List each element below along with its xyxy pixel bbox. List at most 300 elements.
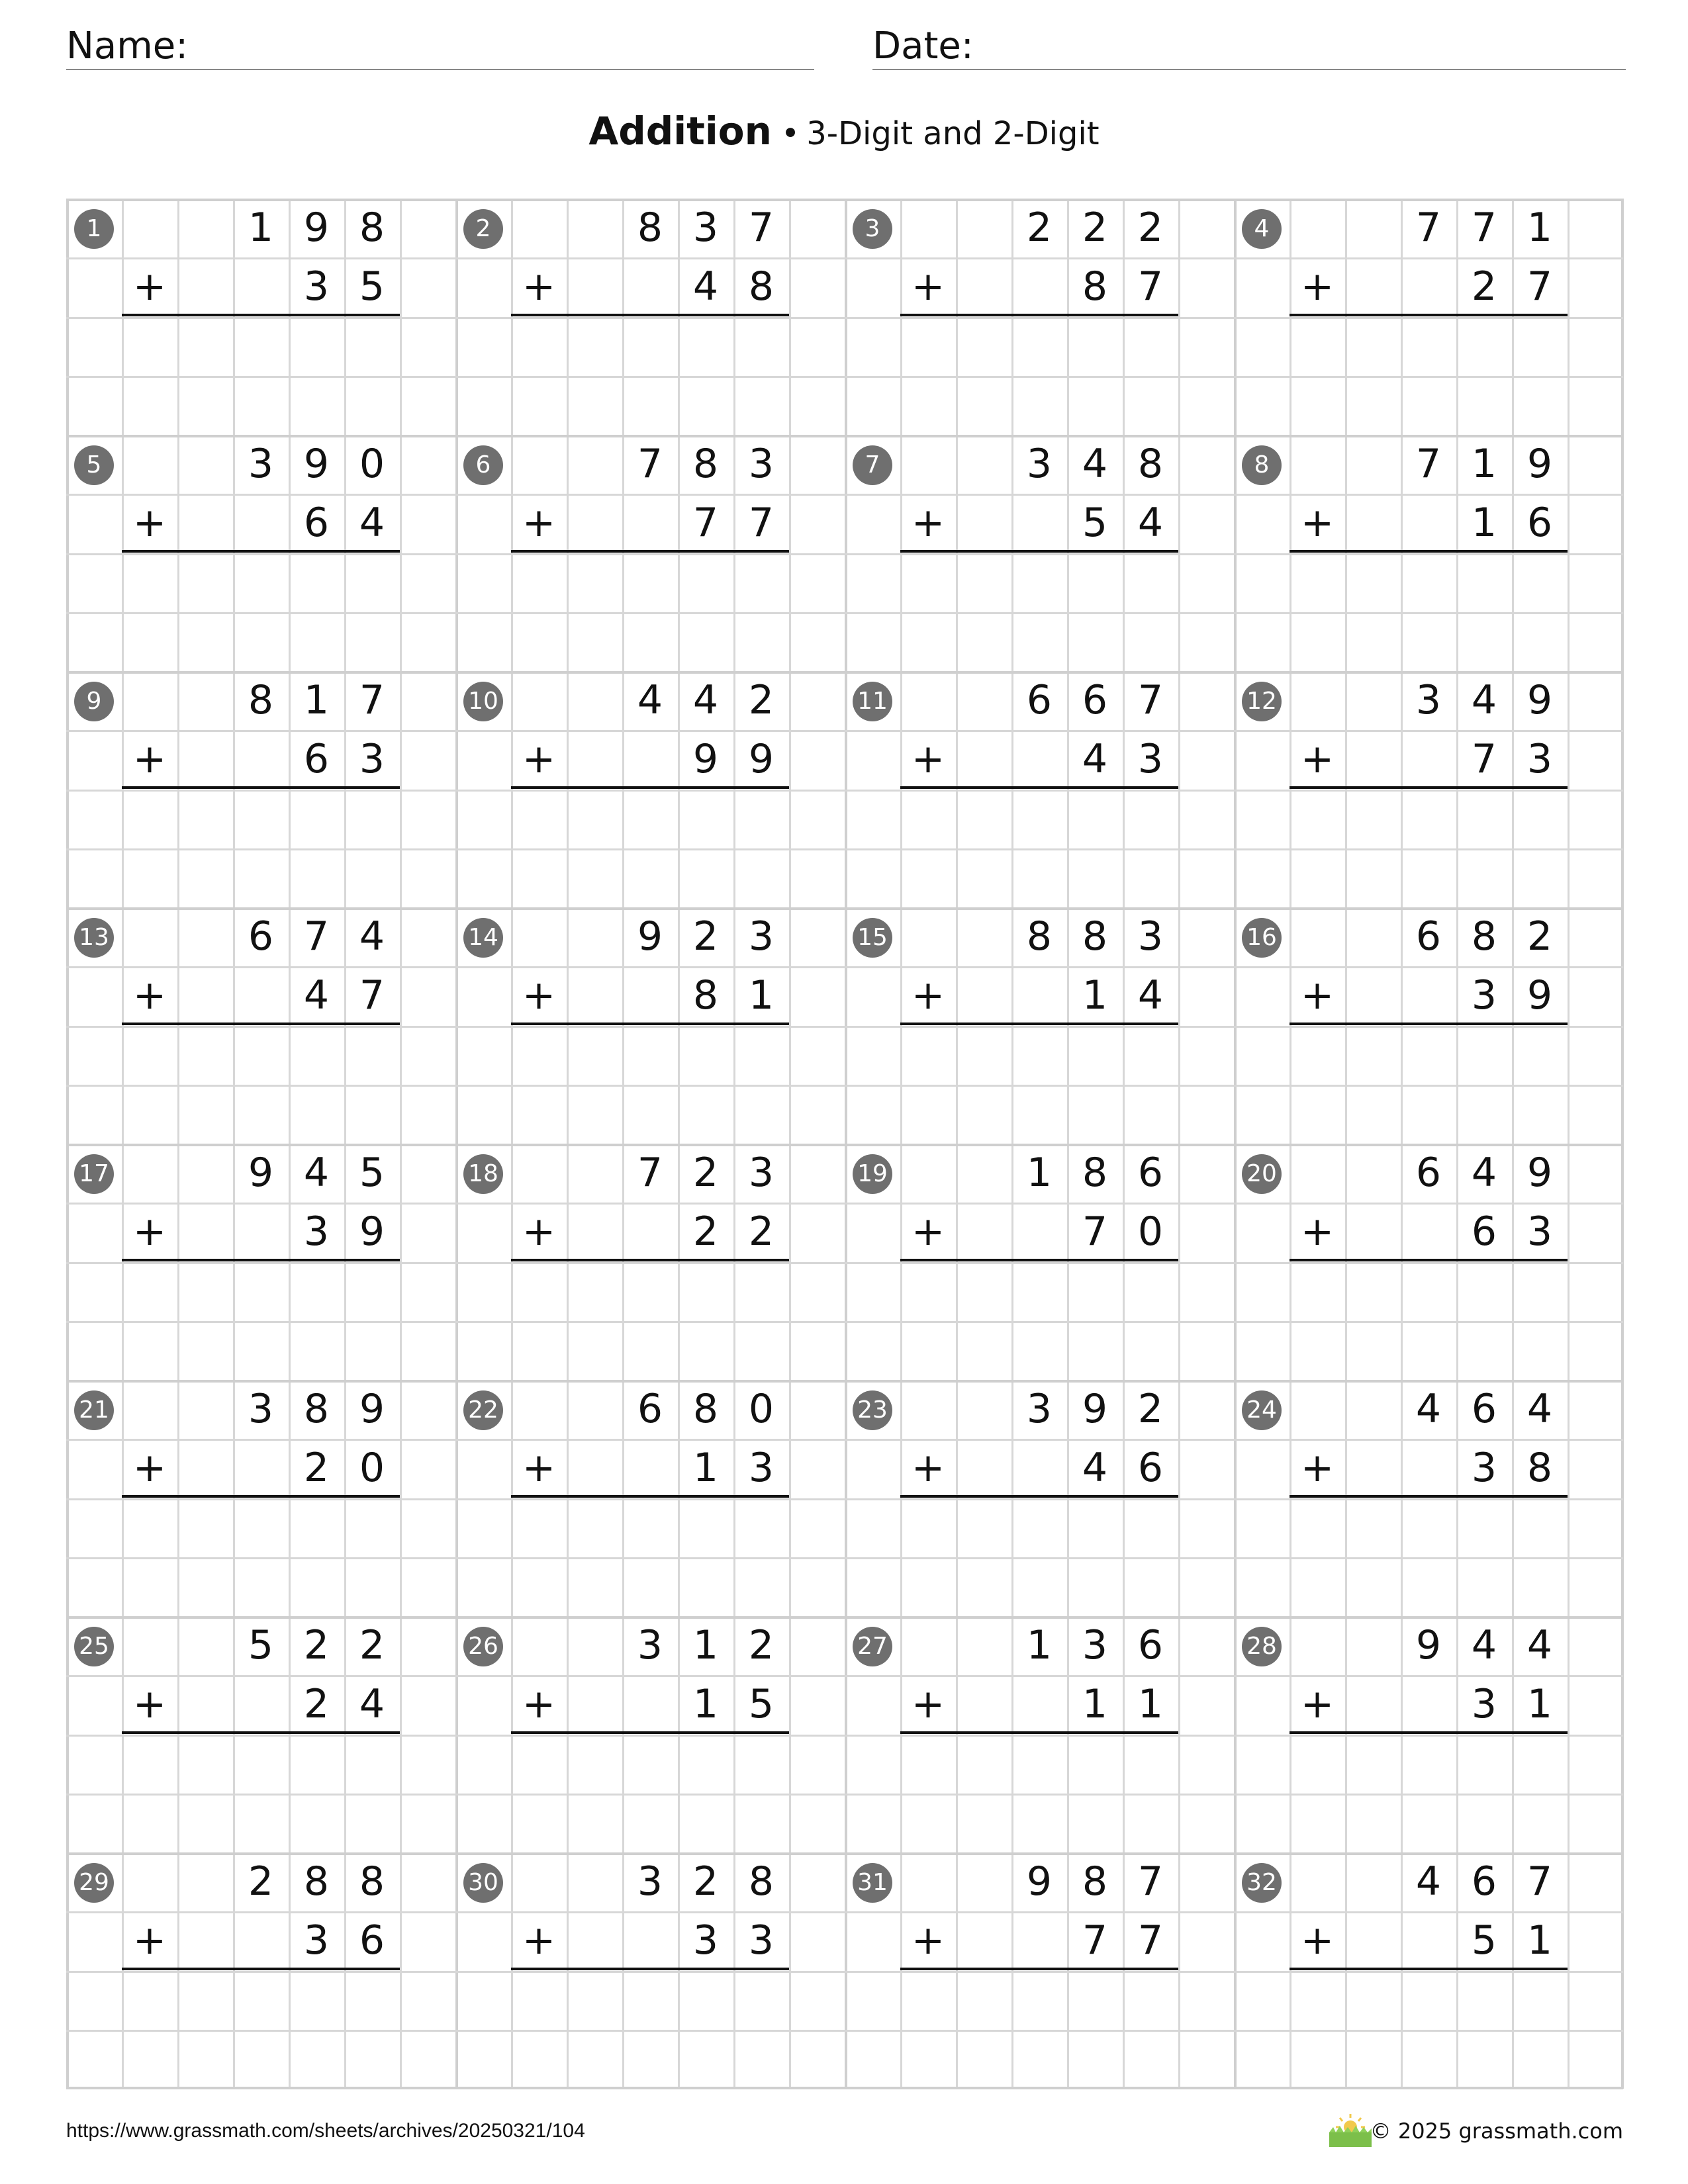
addend-top-digit: 5 <box>359 1150 385 1196</box>
answer-line <box>1289 1495 1568 1498</box>
addend-bottom-digit: 5 <box>748 1681 774 1728</box>
problem-number-badge: 19 <box>853 1154 892 1194</box>
addend-bottom-digit: 4 <box>1082 736 1108 783</box>
answer-line <box>900 1259 1178 1261</box>
addend-top-digit: 7 <box>1526 1858 1553 1905</box>
addend-top-digit: 7 <box>1137 677 1164 723</box>
problem-number-badge: 8 <box>1242 445 1282 485</box>
plus-sign: + <box>1300 1208 1335 1255</box>
addend-top-digit: 9 <box>248 1150 274 1196</box>
problem-14 <box>455 907 845 1144</box>
addend-top-digit: 8 <box>359 205 385 251</box>
problem-number-badge: 17 <box>74 1154 114 1194</box>
addend-bottom-digit: 4 <box>692 263 719 310</box>
addend-bottom-digit: 3 <box>748 1445 774 1492</box>
addend-top-digit: 8 <box>303 1858 330 1905</box>
plus-sign: + <box>522 500 556 546</box>
addend-bottom-digit: 3 <box>303 1208 330 1255</box>
addend-top-digit: 3 <box>248 1386 274 1432</box>
problem-27 <box>845 1616 1234 1852</box>
problem-number-badge: 27 <box>853 1627 892 1666</box>
addend-top-digit: 9 <box>303 441 330 487</box>
plus-sign: + <box>1300 736 1335 782</box>
addend-top-digit: 8 <box>248 677 274 723</box>
addend-top-digit: 2 <box>1137 205 1164 251</box>
plus-sign: + <box>522 972 556 1019</box>
addend-bottom-digit: 4 <box>303 972 330 1019</box>
problem-number-badge: 1 <box>74 209 114 249</box>
problem-number-badge: 22 <box>463 1390 503 1430</box>
addend-top-digit: 7 <box>637 441 663 487</box>
answer-line <box>511 1495 789 1498</box>
addend-top-digit: 2 <box>692 1858 719 1905</box>
title-separator: • <box>780 115 800 152</box>
addend-bottom-digit: 1 <box>692 1681 719 1728</box>
addend-top-digit: 4 <box>1471 677 1497 723</box>
plus-sign: + <box>911 1917 945 1964</box>
plus-sign: + <box>132 1208 167 1255</box>
answer-line <box>900 1023 1178 1025</box>
addend-bottom-digit: 3 <box>1526 736 1553 783</box>
addend-bottom-digit: 1 <box>1137 1681 1164 1728</box>
addend-top-digit: 6 <box>1415 1150 1442 1196</box>
addend-top-digit: 9 <box>303 205 330 251</box>
problem-13 <box>66 907 455 1144</box>
addend-top-digit: 6 <box>1026 677 1053 723</box>
problem-number-badge: 14 <box>463 918 503 958</box>
addend-bottom-digit: 1 <box>1471 500 1497 547</box>
addend-bottom-digit: 9 <box>1526 972 1553 1019</box>
addend-bottom-digit: 1 <box>748 972 774 1019</box>
addend-top-digit: 8 <box>1471 913 1497 960</box>
addend-bottom-digit: 7 <box>359 972 385 1019</box>
addend-bottom-digit: 7 <box>1082 1917 1108 1964</box>
addend-bottom-digit: 8 <box>748 263 774 310</box>
plus-sign: + <box>132 263 167 310</box>
problem-number-badge: 32 <box>1242 1863 1282 1903</box>
answer-line <box>1289 314 1568 316</box>
addend-top-digit: 3 <box>1082 1622 1108 1668</box>
answer-line <box>1289 1731 1568 1734</box>
addend-top-digit: 3 <box>748 441 774 487</box>
addend-top-digit: 8 <box>1137 441 1164 487</box>
addend-top-digit: 3 <box>1026 441 1053 487</box>
addend-top-digit: 4 <box>359 913 385 960</box>
addend-bottom-digit: 3 <box>303 263 330 310</box>
addend-bottom-digit: 1 <box>1082 972 1108 1019</box>
problem-number-badge: 13 <box>74 918 114 958</box>
addend-bottom-digit: 6 <box>303 500 330 547</box>
worksheet-title <box>0 105 1688 160</box>
answer-line <box>122 1731 400 1734</box>
addend-bottom-digit: 4 <box>1137 500 1164 547</box>
addend-top-digit: 4 <box>637 677 663 723</box>
answer-line <box>900 786 1178 789</box>
plus-sign: + <box>132 1917 167 1964</box>
answer-line <box>122 1023 400 1025</box>
problem-number-badge: 18 <box>463 1154 503 1194</box>
addend-bottom-digit: 5 <box>359 263 385 310</box>
footer-copyright: © 2025 grassmath.com <box>1370 2118 1623 2144</box>
problem-number-badge: 9 <box>74 682 114 721</box>
problem-25 <box>66 1616 455 1852</box>
addend-top-digit: 7 <box>359 677 385 723</box>
problem-number-badge: 3 <box>853 209 892 249</box>
problem-8 <box>1234 435 1623 671</box>
problem-21 <box>66 1380 455 1616</box>
problem-number-badge: 4 <box>1242 209 1282 249</box>
addend-top-digit: 2 <box>692 1150 719 1196</box>
problem-number-badge: 16 <box>1242 918 1282 958</box>
answer-line <box>122 314 400 316</box>
addend-top-digit: 3 <box>637 1622 663 1668</box>
answer-line <box>511 1731 789 1734</box>
problem-number-badge: 10 <box>463 682 503 721</box>
addend-top-digit: 8 <box>1082 1150 1108 1196</box>
plus-sign: + <box>522 1445 556 1491</box>
problem-6 <box>455 435 845 671</box>
problem-23 <box>845 1380 1234 1616</box>
plus-sign: + <box>911 972 945 1019</box>
addend-bottom-digit: 3 <box>359 736 385 783</box>
problem-4 <box>1234 199 1623 435</box>
problem-number-badge: 25 <box>74 1627 114 1666</box>
plus-sign: + <box>132 500 167 546</box>
addend-bottom-digit: 6 <box>1526 500 1553 547</box>
addend-bottom-digit: 0 <box>359 1445 385 1492</box>
plus-sign: + <box>132 736 167 782</box>
plus-sign: + <box>911 736 945 782</box>
answer-line <box>511 1968 789 1970</box>
addend-bottom-digit: 2 <box>303 1681 330 1728</box>
answer-line <box>1289 786 1568 789</box>
plus-sign: + <box>1300 1445 1335 1491</box>
addend-top-digit: 9 <box>1082 1386 1108 1432</box>
addend-bottom-digit: 7 <box>1082 1208 1108 1255</box>
addend-top-digit: 6 <box>1415 913 1442 960</box>
addend-bottom-digit: 7 <box>1137 263 1164 310</box>
addend-bottom-digit: 7 <box>748 500 774 547</box>
problem-30 <box>455 1852 845 2089</box>
addend-top-digit: 9 <box>1415 1622 1442 1668</box>
addend-top-digit: 3 <box>248 441 274 487</box>
problem-number-badge: 15 <box>853 918 892 958</box>
plus-sign: + <box>911 1208 945 1255</box>
addend-top-digit: 4 <box>1471 1150 1497 1196</box>
addend-bottom-digit: 8 <box>1526 1445 1553 1492</box>
addend-top-digit: 8 <box>1082 1858 1108 1905</box>
problem-number-badge: 29 <box>74 1863 114 1903</box>
addend-top-digit: 3 <box>1137 913 1164 960</box>
addend-top-digit: 7 <box>303 913 330 960</box>
problem-number-badge: 30 <box>463 1863 503 1903</box>
addend-top-digit: 4 <box>1415 1386 1442 1432</box>
problem-number-badge: 24 <box>1242 1390 1282 1430</box>
addend-bottom-digit: 2 <box>692 1208 719 1255</box>
addend-top-digit: 7 <box>1471 205 1497 251</box>
addend-top-digit: 4 <box>1471 1622 1497 1668</box>
addend-top-digit: 8 <box>1026 913 1053 960</box>
addend-top-digit: 4 <box>1526 1622 1553 1668</box>
problem-22 <box>455 1380 845 1616</box>
addend-top-digit: 2 <box>303 1622 330 1668</box>
answer-line <box>900 550 1178 553</box>
addend-top-digit: 8 <box>692 1386 719 1432</box>
addend-bottom-digit: 1 <box>1082 1681 1108 1728</box>
addend-bottom-digit: 5 <box>1082 500 1108 547</box>
addend-top-digit: 1 <box>1471 441 1497 487</box>
problem-5 <box>66 435 455 671</box>
addend-top-digit: 7 <box>637 1150 663 1196</box>
title-subtitle: 3-Digit and 2-Digit <box>806 115 1100 152</box>
problem-26 <box>455 1616 845 1852</box>
footer-url: https://www.grassmath.com/sheets/archives/20250321/104 <box>66 2120 585 2142</box>
answer-line <box>511 1259 789 1261</box>
addend-top-digit: 6 <box>637 1386 663 1432</box>
addend-bottom-digit: 3 <box>1471 972 1497 1019</box>
addend-top-digit: 5 <box>248 1622 274 1668</box>
plus-sign: + <box>1300 263 1335 310</box>
problem-18 <box>455 1144 845 1380</box>
addend-bottom-digit: 3 <box>303 1917 330 1964</box>
addend-bottom-digit: 4 <box>1082 1445 1108 1492</box>
problem-number-badge: 28 <box>1242 1627 1282 1666</box>
name-field[interactable] <box>66 24 814 70</box>
date-label: Date: <box>872 24 974 68</box>
addend-bottom-digit: 9 <box>359 1208 385 1255</box>
problem-11 <box>845 671 1234 907</box>
addend-top-digit: 8 <box>637 205 663 251</box>
addend-bottom-digit: 7 <box>1137 1917 1164 1964</box>
problem-number-badge: 26 <box>463 1627 503 1666</box>
plus-sign: + <box>132 1445 167 1491</box>
problem-number-badge: 11 <box>853 682 892 721</box>
addend-bottom-digit: 9 <box>692 736 719 783</box>
addend-bottom-digit: 1 <box>1526 1917 1553 1964</box>
addend-top-digit: 4 <box>1415 1858 1442 1905</box>
problem-3 <box>845 199 1234 435</box>
answer-line <box>511 1023 789 1025</box>
answer-line <box>511 786 789 789</box>
addend-top-digit: 9 <box>1026 1858 1053 1905</box>
addend-top-digit: 4 <box>1526 1386 1553 1432</box>
problem-number-badge: 2 <box>463 209 503 249</box>
addend-bottom-digit: 7 <box>1471 736 1497 783</box>
answer-line <box>511 550 789 553</box>
answer-line <box>900 1731 1178 1734</box>
addend-top-digit: 8 <box>359 1858 385 1905</box>
addend-top-digit: 2 <box>748 1622 774 1668</box>
addend-bottom-digit: 6 <box>1137 1445 1164 1492</box>
addend-bottom-digit: 0 <box>1137 1208 1164 1255</box>
answer-line <box>900 314 1178 316</box>
addend-top-digit: 6 <box>1471 1386 1497 1432</box>
answer-line <box>1289 1259 1568 1261</box>
addend-top-digit: 9 <box>1526 441 1553 487</box>
answer-line <box>900 1968 1178 1970</box>
addend-top-digit: 1 <box>1526 205 1553 251</box>
addend-top-digit: 2 <box>748 677 774 723</box>
addend-bottom-digit: 3 <box>1137 736 1164 783</box>
answer-line <box>122 550 400 553</box>
addend-bottom-digit: 1 <box>692 1445 719 1492</box>
problem-number-badge: 20 <box>1242 1154 1282 1194</box>
date-field[interactable] <box>872 24 1626 70</box>
grass-sun-logo-icon <box>1327 2111 1374 2148</box>
answer-line <box>122 786 400 789</box>
addend-bottom-digit: 4 <box>359 500 385 547</box>
addend-bottom-digit: 4 <box>359 1681 385 1728</box>
answer-line <box>511 314 789 316</box>
plus-sign: + <box>1300 972 1335 1019</box>
problem-2 <box>455 199 845 435</box>
addend-top-digit: 0 <box>359 441 385 487</box>
addend-top-digit: 2 <box>1082 205 1108 251</box>
addend-top-digit: 8 <box>1082 913 1108 960</box>
addend-bottom-digit: 2 <box>1471 263 1497 310</box>
plus-sign: + <box>911 1445 945 1491</box>
addend-bottom-digit: 2 <box>748 1208 774 1255</box>
addend-top-digit: 1 <box>1026 1150 1053 1196</box>
plus-sign: + <box>522 1917 556 1964</box>
addend-top-digit: 2 <box>692 913 719 960</box>
answer-line <box>122 1259 400 1261</box>
problem-number-badge: 31 <box>853 1863 892 1903</box>
plus-sign: + <box>132 972 167 1019</box>
answer-line <box>900 1495 1178 1498</box>
addend-bottom-digit: 6 <box>359 1917 385 1964</box>
problem-20 <box>1234 1144 1623 1380</box>
addend-bottom-digit: 6 <box>1471 1208 1497 1255</box>
addend-bottom-digit: 6 <box>303 736 330 783</box>
addend-top-digit: 2 <box>1137 1386 1164 1432</box>
addend-top-digit: 8 <box>303 1386 330 1432</box>
addend-top-digit: 2 <box>248 1858 274 1905</box>
answer-line <box>122 1495 400 1498</box>
addend-bottom-digit: 3 <box>1526 1208 1553 1255</box>
plus-sign: + <box>911 263 945 310</box>
addend-bottom-digit: 7 <box>1526 263 1553 310</box>
plus-sign: + <box>1300 1681 1335 1727</box>
addend-top-digit: 1 <box>303 677 330 723</box>
addend-top-digit: 6 <box>1471 1858 1497 1905</box>
addend-top-digit: 9 <box>359 1386 385 1432</box>
addend-bottom-digit: 1 <box>1526 1681 1553 1728</box>
plus-sign: + <box>1300 500 1335 546</box>
addend-bottom-digit: 3 <box>1471 1445 1497 1492</box>
plus-sign: + <box>1300 1917 1335 1964</box>
addend-top-digit: 8 <box>692 441 719 487</box>
addend-top-digit: 2 <box>1026 205 1053 251</box>
addend-top-digit: 1 <box>1026 1622 1053 1668</box>
plus-sign: + <box>132 1681 167 1727</box>
addend-bottom-digit: 4 <box>1137 972 1164 1019</box>
addend-top-digit: 4 <box>692 677 719 723</box>
problem-grid <box>66 199 1623 2089</box>
addend-bottom-digit: 8 <box>1082 263 1108 310</box>
addend-bottom-digit: 3 <box>1471 1681 1497 1728</box>
addend-top-digit: 3 <box>1415 677 1442 723</box>
addend-top-digit: 3 <box>748 1150 774 1196</box>
plus-sign: + <box>522 1681 556 1727</box>
problem-1 <box>66 199 455 435</box>
problem-28 <box>1234 1616 1623 1852</box>
problem-number-badge: 12 <box>1242 682 1282 721</box>
addend-top-digit: 7 <box>1415 441 1442 487</box>
problem-32 <box>1234 1852 1623 2089</box>
answer-line <box>122 1968 400 1970</box>
addend-top-digit: 8 <box>748 1858 774 1905</box>
addend-top-digit: 3 <box>748 913 774 960</box>
addend-bottom-digit: 7 <box>692 500 719 547</box>
answer-line <box>1289 550 1568 553</box>
problem-number-badge: 21 <box>74 1390 114 1430</box>
plus-sign: + <box>911 1681 945 1727</box>
addend-bottom-digit: 8 <box>692 972 719 1019</box>
addend-top-digit: 6 <box>1137 1622 1164 1668</box>
name-label: Name: <box>66 24 189 68</box>
addend-top-digit: 2 <box>359 1622 385 1668</box>
answer-line <box>1289 1968 1568 1970</box>
problem-10 <box>455 671 845 907</box>
problem-7 <box>845 435 1234 671</box>
addend-bottom-digit: 5 <box>1471 1917 1497 1964</box>
plus-sign: + <box>522 263 556 310</box>
addend-top-digit: 0 <box>748 1386 774 1432</box>
addend-top-digit: 3 <box>1026 1386 1053 1432</box>
addend-bottom-digit: 3 <box>692 1917 719 1964</box>
addend-top-digit: 1 <box>248 205 274 251</box>
addend-top-digit: 7 <box>748 205 774 251</box>
addend-top-digit: 6 <box>248 913 274 960</box>
problem-16 <box>1234 907 1623 1144</box>
problem-24 <box>1234 1380 1623 1616</box>
addend-top-digit: 7 <box>1137 1858 1164 1905</box>
problem-17 <box>66 1144 455 1380</box>
plus-sign: + <box>911 500 945 546</box>
addend-bottom-digit: 3 <box>748 1917 774 1964</box>
addend-top-digit: 3 <box>692 205 719 251</box>
problem-19 <box>845 1144 1234 1380</box>
addend-top-digit: 4 <box>1082 441 1108 487</box>
addend-top-digit: 1 <box>692 1622 719 1668</box>
problem-9 <box>66 671 455 907</box>
addend-top-digit: 9 <box>1526 677 1553 723</box>
addend-top-digit: 7 <box>1415 205 1442 251</box>
addend-top-digit: 4 <box>303 1150 330 1196</box>
answer-line <box>1289 1023 1568 1025</box>
problem-number-badge: 5 <box>74 445 114 485</box>
plus-sign: + <box>522 1208 556 1255</box>
addend-top-digit: 9 <box>637 913 663 960</box>
addend-bottom-digit: 9 <box>748 736 774 783</box>
problem-number-badge: 7 <box>853 445 892 485</box>
problem-15 <box>845 907 1234 1144</box>
addend-top-digit: 6 <box>1137 1150 1164 1196</box>
problem-29 <box>66 1852 455 2089</box>
problem-number-badge: 23 <box>853 1390 892 1430</box>
addend-top-digit: 6 <box>1082 677 1108 723</box>
problem-12 <box>1234 671 1623 907</box>
problem-number-badge: 6 <box>463 445 503 485</box>
title-main: Addition <box>588 109 772 154</box>
plus-sign: + <box>522 736 556 782</box>
addend-bottom-digit: 2 <box>303 1445 330 1492</box>
addend-top-digit: 3 <box>637 1858 663 1905</box>
addend-top-digit: 2 <box>1526 913 1553 960</box>
problem-31 <box>845 1852 1234 2089</box>
addend-top-digit: 9 <box>1526 1150 1553 1196</box>
